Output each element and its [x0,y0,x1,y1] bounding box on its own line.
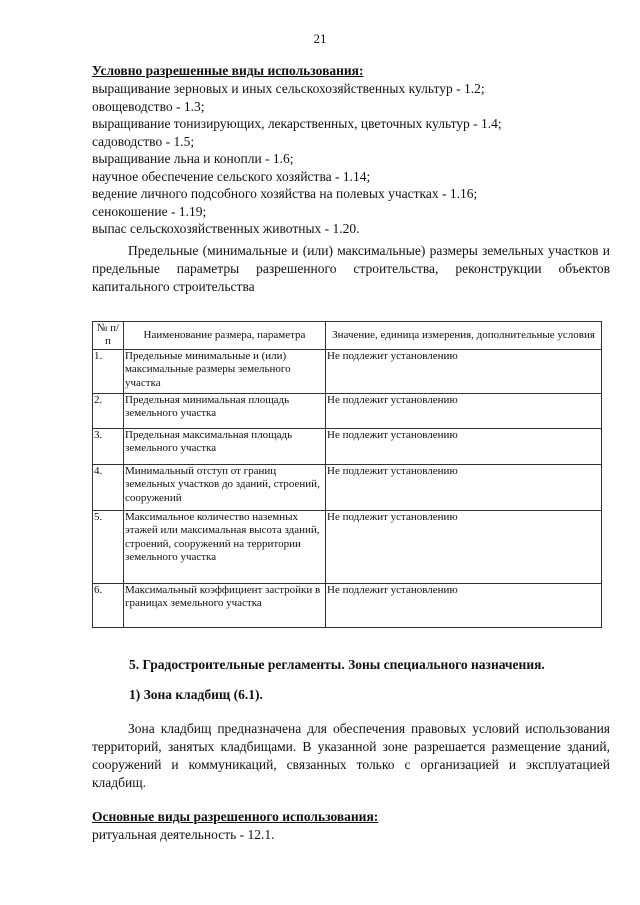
conditional-uses-section [92,62,578,238]
row-number: 4. [93,464,124,510]
main-uses-heading: Основные виды разрешенного использования: [92,809,379,824]
section-5-title: 5. Градостроительные регламенты. Зоны специального назначения. [129,657,545,672]
header-number: № п/п [93,322,124,350]
zone-paragraph: Зона кладбищ предназначена для обеспечения правовых условий использования территорий, занятых кладбищами. В указанной зоне разрешается размещение зданий, сооружений и коммуникаций, связанных только с организацией и эксплуатацией кладбищ. [92,721,610,790]
row-name: Предельные минимальные и (или) максимальные размеры земельного участка [124,349,326,393]
row-value: Не подлежит установлению [326,510,602,583]
main-uses-section [92,808,578,844]
row-number: 1. [93,349,124,393]
list-item: садоводство - 1.5; [92,133,195,149]
row-value: Не подлежит установлению [326,393,602,428]
table-row [93,393,602,428]
list-item: выпас сельскохозяйственных животных - 1.20. [92,221,360,236]
row-name: Минимальный отступ от границ земельных участков до зданий, строений, сооружений [124,464,326,510]
header-value: Значение, единица измерения, дополнительные условия [326,322,602,350]
zone-title: 1) Зона кладбищ (6.1). [129,687,263,702]
list-item: выращивание льна и конопли - 1.6; [92,151,294,166]
conditional-uses-heading: Условно разрешенные виды использования: [92,63,364,78]
list-item: выращивание зерновых и иных сельскохозяйственных культур - 1.2; [92,81,485,96]
row-number: 6. [93,583,124,627]
row-name: Предельная максимальная площадь земельного участка [124,428,326,464]
table-header-row [93,322,602,350]
limits-paragraph: Предельные (минимальные и (или) максимальные) размеры земельных участков и предельные параметры разрешенного строительства, реконструкции объектов капитального строительства [92,243,610,294]
list-item: научное обеспечение сельского хозяйства - 1.14; [92,168,371,184]
row-number: 5. [93,510,124,583]
header-name: Наименование размера, параметра [124,322,326,350]
row-number: 3. [93,428,124,464]
table-row [93,464,602,510]
list-item: овощеводство - 1.3; [92,98,205,114]
row-value: Не подлежит установлению [326,464,602,510]
row-number: 2. [93,393,124,428]
row-value: Не подлежит установлению [326,583,602,627]
list-item: ритуальная деятельность - 12.1. [92,827,275,842]
row-value: Не подлежит установлению [326,349,602,393]
list-item: выращивание тонизирующих, лекарственных, цветочных культур - 1.4; [92,116,502,131]
row-name: Максимальное количество наземных этажей или максимальная высота зданий, строений, сооружений на территории земельного участка [124,510,326,583]
table-row [93,583,602,627]
row-value: Не подлежит установлению [326,428,602,464]
parameters-table [92,321,602,628]
page-number: 21 [313,31,327,46]
table-row [93,510,602,583]
table-row [93,349,602,393]
list-item: ведение личного подсобного хозяйства на полевых участках - 1.16; [92,186,478,201]
row-name: Предельная минимальная площадь земельного участка [124,393,326,428]
row-name: Максимальный коэффициент застройки в границах земельного участка [124,583,326,627]
list-item: сенокошение - 1.19; [92,203,207,219]
table-row [93,428,602,464]
